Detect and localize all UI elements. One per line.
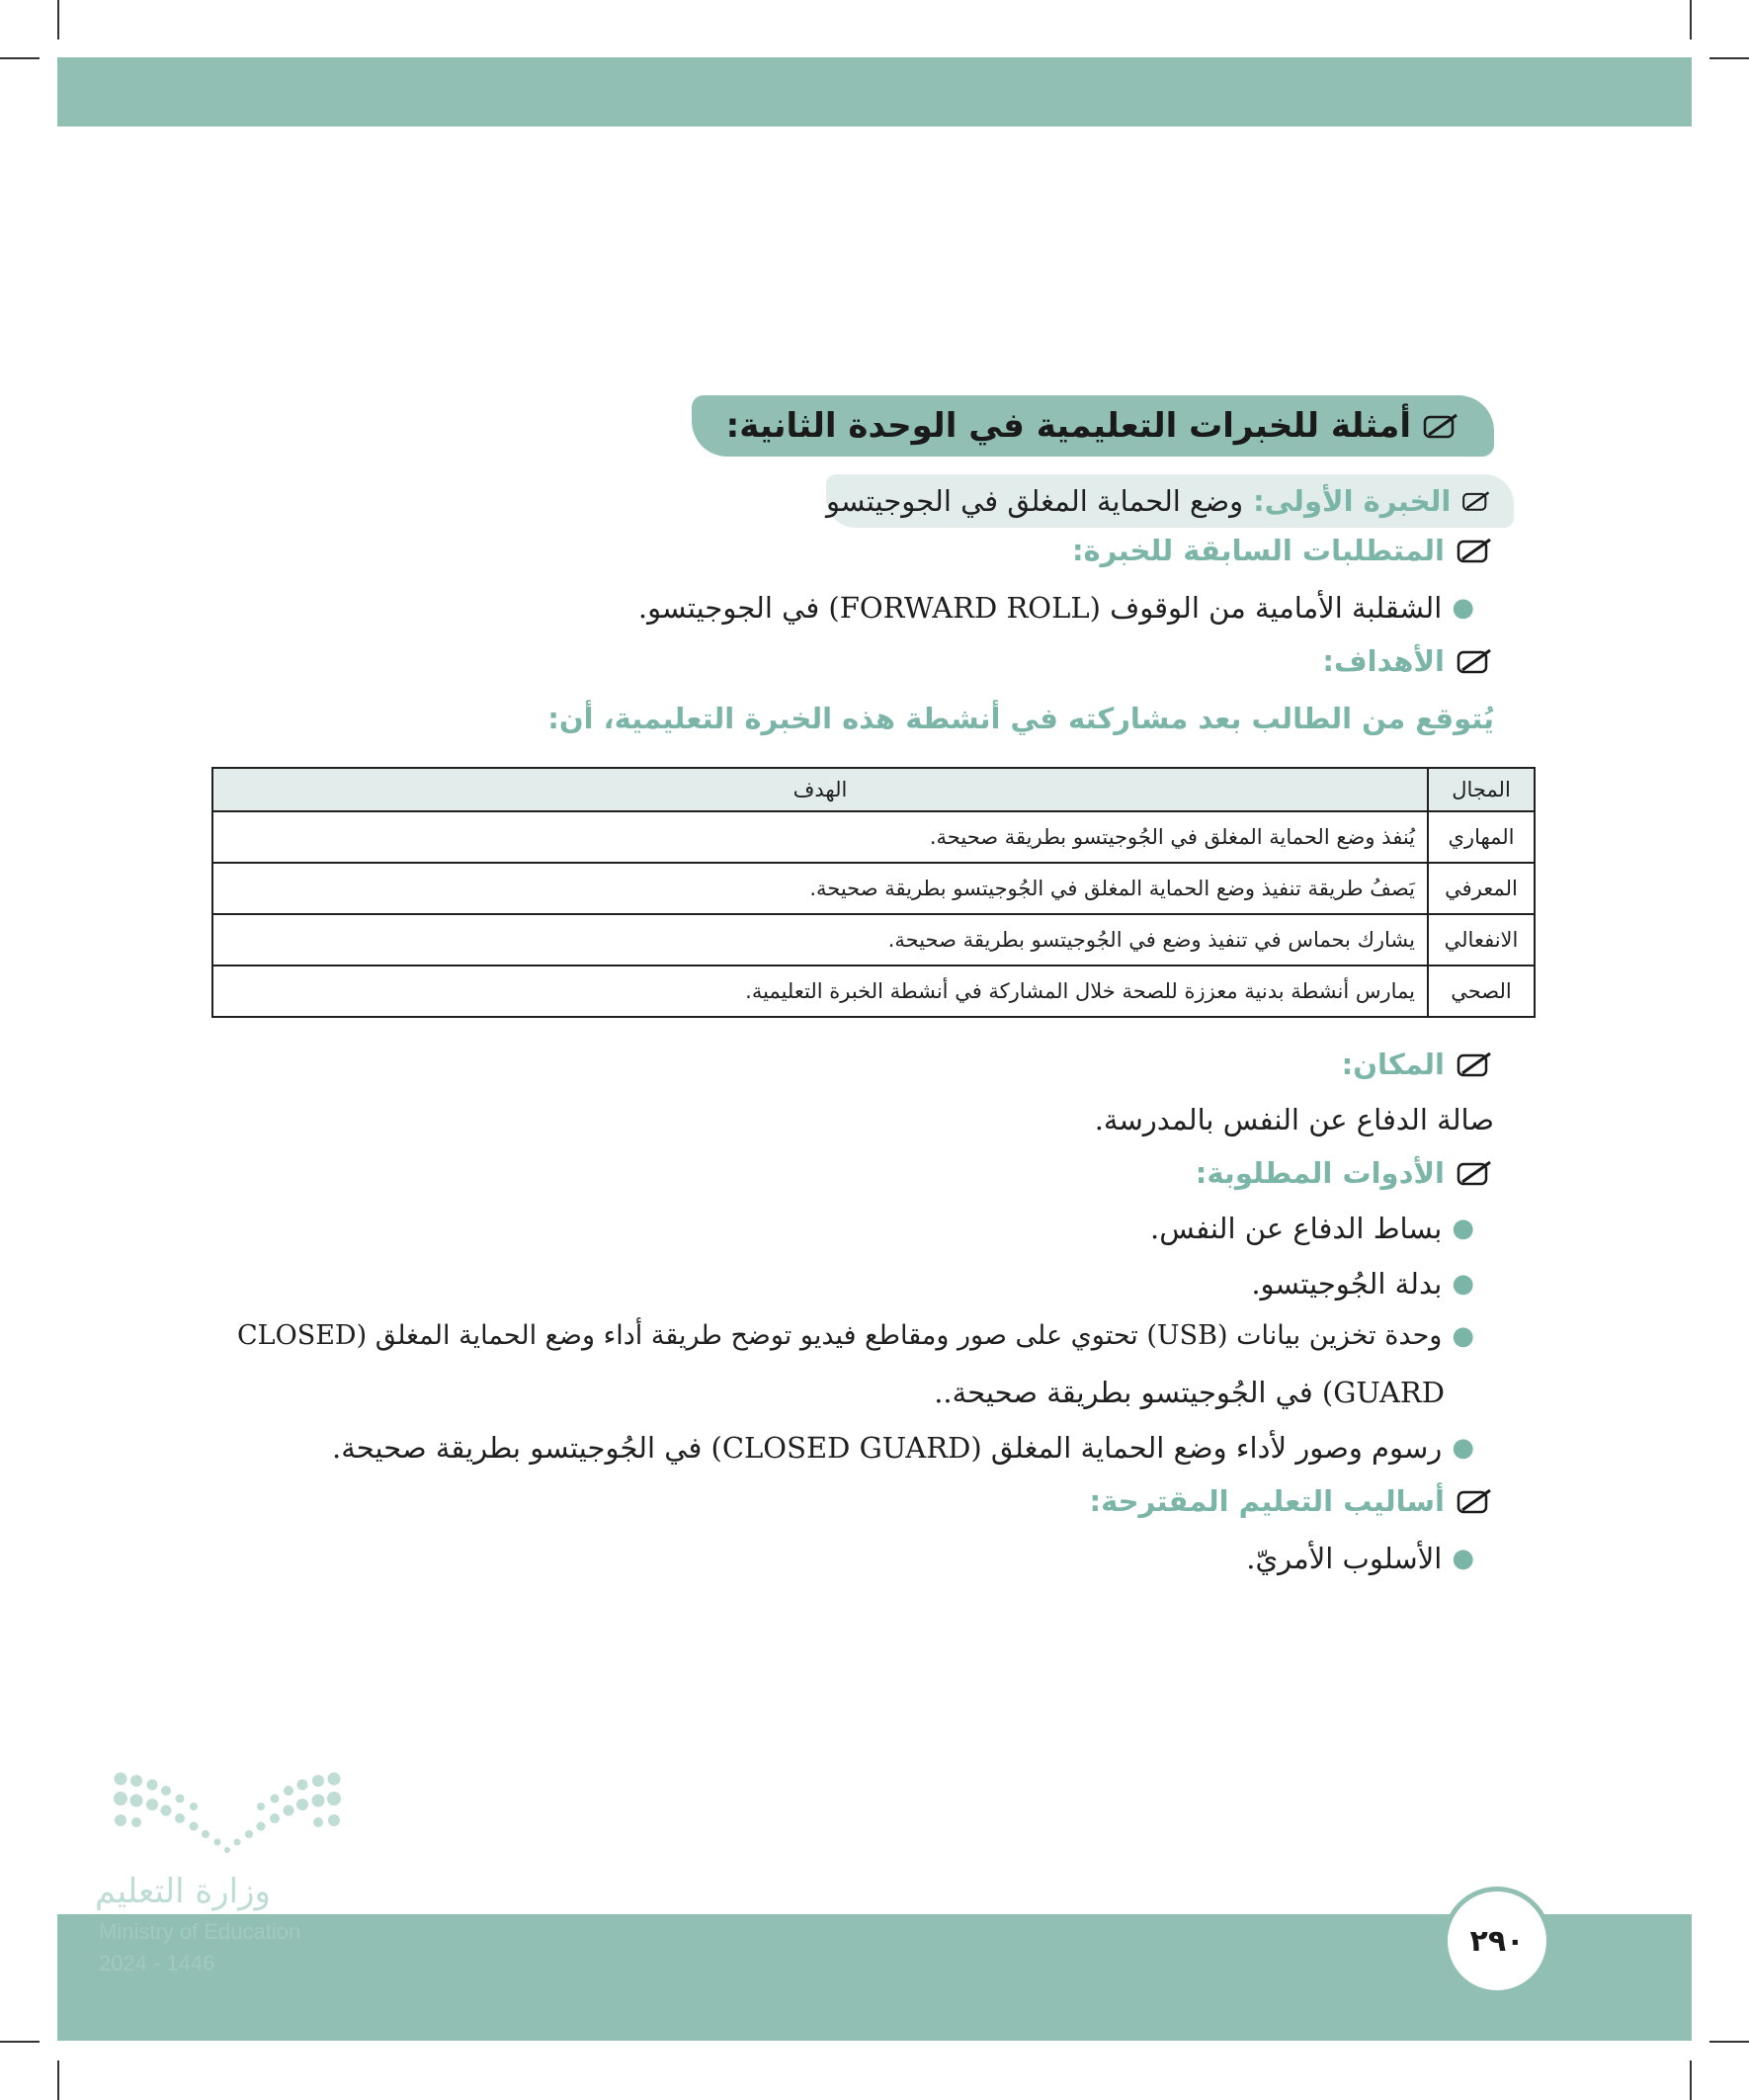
crop-mark [1690,0,1692,40]
place-heading-row [1342,1048,1494,1081]
bullet-dot-icon: ● [1452,1433,1474,1463]
place-heading: المكان: [1341,1048,1445,1081]
table-header-goal: الهدف [212,768,1428,811]
pen-writing-icon [1455,1486,1494,1516]
objectives-table [211,767,1536,1018]
page-number-badge [1443,1887,1551,1995]
list-item [1251,1267,1474,1301]
prerequisite-item: الشقلبة الأمامية من الوقوف (FORWARD ROLL) في الجوجيتسو. [637,591,1443,625]
crop-mark [1709,2041,1749,2043]
list-item [1246,1542,1474,1575]
bullet-dot-icon: ● [1452,1544,1474,1573]
objectives-heading: الأهداف: [1322,644,1445,678]
objectives-intro-row [547,702,1494,735]
table-cell-domain: المهاري [1428,811,1535,863]
tools-heading: الأدوات المطلوبة: [1195,1156,1445,1190]
table-header-domain: المجال [1428,768,1535,811]
table-row [212,863,1535,914]
table-cell-goal: يشارك بحماس في تنفيذ وضع في الجُوجيتسو بطريقة صحيحة. [212,914,1428,966]
methods-heading-row [1089,1484,1494,1518]
tool-item: بساط الدفاع عن النفس. [1150,1212,1443,1245]
objectives-heading-row [1322,644,1494,678]
bullet-dot-icon: ● [1452,1214,1474,1243]
crop-mark [57,2060,59,2100]
experience-bar [826,474,1514,528]
tool-item: رسوم وصور لأداء وضع الحماية المغلق (CLOSED GUARD) في الجُوجيتسو بطريقة صحيحة. [332,1431,1443,1465]
table-row [212,811,1535,863]
section-title: أمثلة للخبرات التعليمية في الوحدة الثانية: [725,406,1411,446]
logo-english-text: Ministry of Education [99,1919,301,1944]
objectives-intro: يُتوقع من الطالب بعد مشاركته في أنشطة هذه الخبرة التعليمية، أن: [547,702,1494,735]
logo-arabic-text: وزارة التعليم [95,1872,271,1911]
page-number: ٢٩٠ [1469,1923,1525,1959]
place-row [1095,1103,1494,1136]
section-title-bar [692,395,1494,457]
pen-writing-icon [1460,486,1492,516]
table-cell-domain: الانفعالي [1428,914,1535,966]
pen-writing-icon [1455,1158,1494,1188]
logo-year-text: 2024 - 1446 [99,1951,215,1975]
prerequisites-heading: المتطلبات السابقة للخبرة: [1071,534,1445,567]
crop-mark [1709,57,1749,59]
table-cell-goal: يمارس أنشطة بدنية معززة للصحة خلال المشاركة في أنشطة الخبرة التعليمية. [212,966,1428,1017]
tools-heading-row [1196,1156,1494,1190]
table-cell-goal: يُنفذ وضع الحماية المغلق في الجُوجيتسو بطريقة صحيحة. [212,811,1428,863]
bullet-dot-icon: ● [1452,593,1474,623]
ministry-logo [95,1771,490,1998]
tool-item-continuation: GUARD) في الجُوجيتسو بطريقة صحيحة.. [934,1376,1445,1409]
table-cell-domain: الصحي [1428,966,1535,1017]
table-cell-goal: يَصفُ طريقة تنفيذ وضع الحماية المغلق في الجُوجيتسو بطريقة صحيحة. [212,863,1428,914]
crop-mark [0,2041,40,2043]
list-item [1150,1212,1474,1245]
top-band [57,57,1692,126]
crop-mark [0,57,40,59]
list-item [237,1320,1474,1351]
list-item [332,1431,1474,1465]
method-item: الأسلوب الأمريّ. [1246,1542,1443,1575]
bullet-dot-icon: ● [1452,1320,1474,1351]
methods-heading: أساليب التعليم المقترحة: [1089,1484,1445,1518]
pen-writing-icon [1421,411,1460,441]
bullet-dot-icon: ● [1452,1269,1474,1299]
crop-mark [1690,2060,1692,2100]
list-item [638,591,1474,625]
experience-value: وضع الحماية المغلق في الجوجيتسو [826,484,1244,518]
pen-writing-icon [1455,1050,1494,1079]
dots-logo-icon [95,1771,352,1860]
tool-item: وحدة تخزين بيانات (USB) تحتوي على صور ومقاطع فيديو توضح طريقة أداء وضع الحماية المغلق (CLOSED [237,1320,1443,1351]
table-row [212,966,1535,1017]
table-cell-domain: المعرفي [1428,863,1535,914]
tool-item: بدلة الجُوجيتسو. [1251,1267,1443,1301]
table-header-row [212,768,1535,811]
place-value: صالة الدفاع عن النفس بالمدرسة. [1094,1103,1494,1136]
crop-mark [57,0,59,40]
experience-label: الخبرة الأولى: [1253,484,1452,518]
pen-writing-icon [1455,646,1494,676]
prerequisites-heading-row [1072,534,1494,567]
list-item-continuation [934,1376,1445,1409]
pen-writing-icon [1455,536,1494,565]
table-row [212,914,1535,966]
